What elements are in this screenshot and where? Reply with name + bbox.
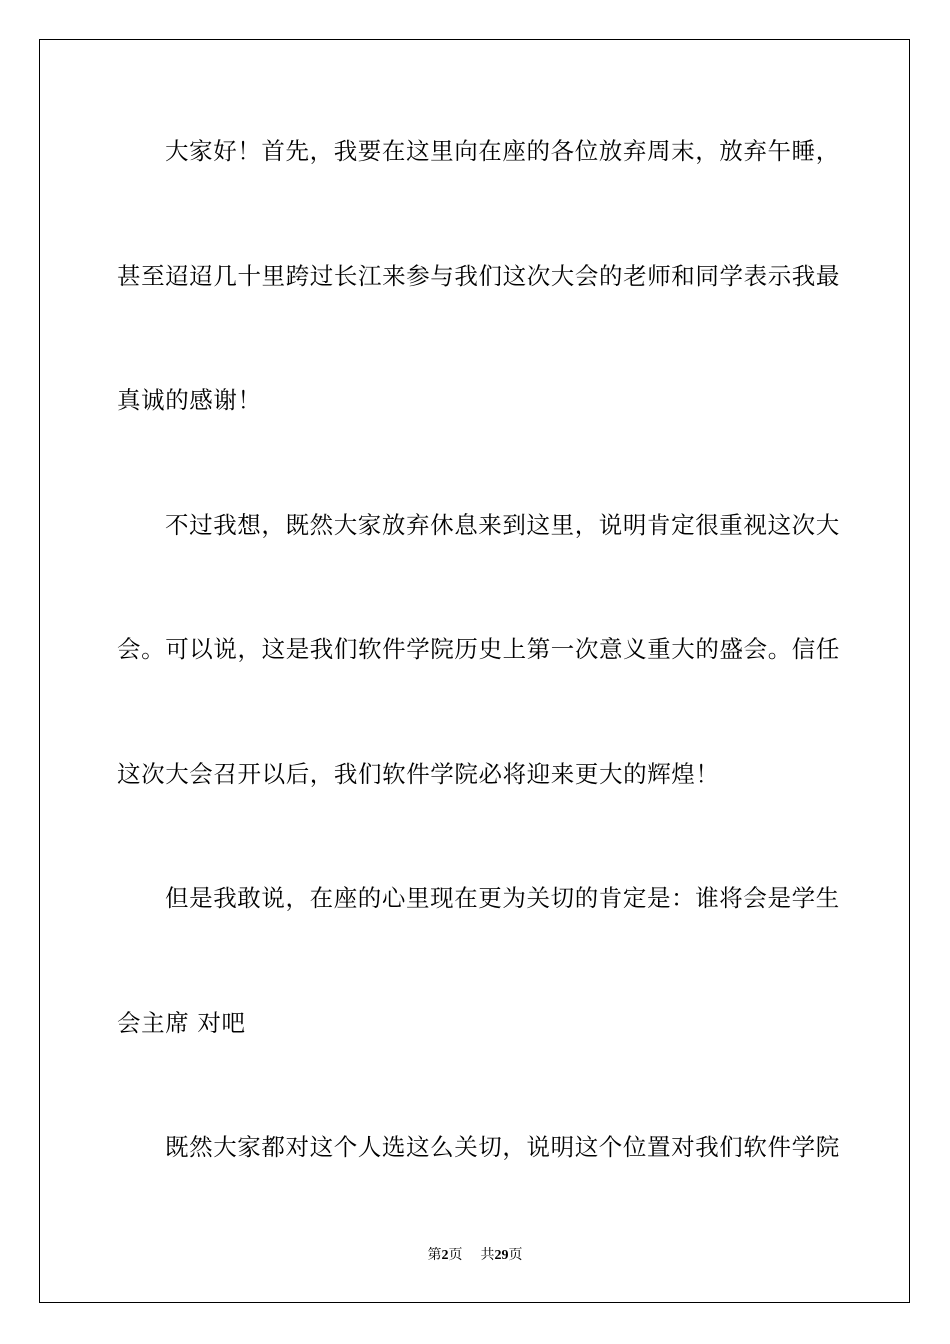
text-line: 真诚的感谢！ [117, 386, 262, 414]
text-line: 会主席 对吧 [117, 1009, 246, 1037]
text-line: 甚至迢迢几十里跨过长江来参与我们这次大会的老师和同学表示我最 [117, 262, 840, 290]
text-line: 会。可以说，这是我们软件学院历史上第一次意义重大的盛会。信任 [117, 635, 840, 663]
text-line: 但是我敢说，在座的心里现在更为关切的肯定是：谁将会是学生 [165, 884, 840, 912]
text-line: 不过我想，既然大家放弃休息来到这里，说明肯定很重视这次大 [165, 511, 840, 539]
text-line: 既然大家都对这个人选这么关切，说明这个位置对我们软件学院 [165, 1133, 840, 1161]
total-suffix: 页 [508, 1248, 523, 1263]
total-prefix: 共 [480, 1248, 495, 1263]
page-footer [0, 1247, 950, 1265]
total-pages: 29 [494, 1248, 509, 1263]
page-border [39, 39, 910, 1303]
page-prefix: 第 [427, 1248, 442, 1263]
text-line: 大家好！首先，我要在这里向在座的各位放弃周末，放弃午睡， [165, 137, 840, 165]
text-line: 这次大会召开以后，我们软件学院必将迎来更大的辉煌！ [117, 760, 720, 788]
page-number: 2 [441, 1248, 449, 1263]
page-suffix: 页 [448, 1248, 463, 1263]
